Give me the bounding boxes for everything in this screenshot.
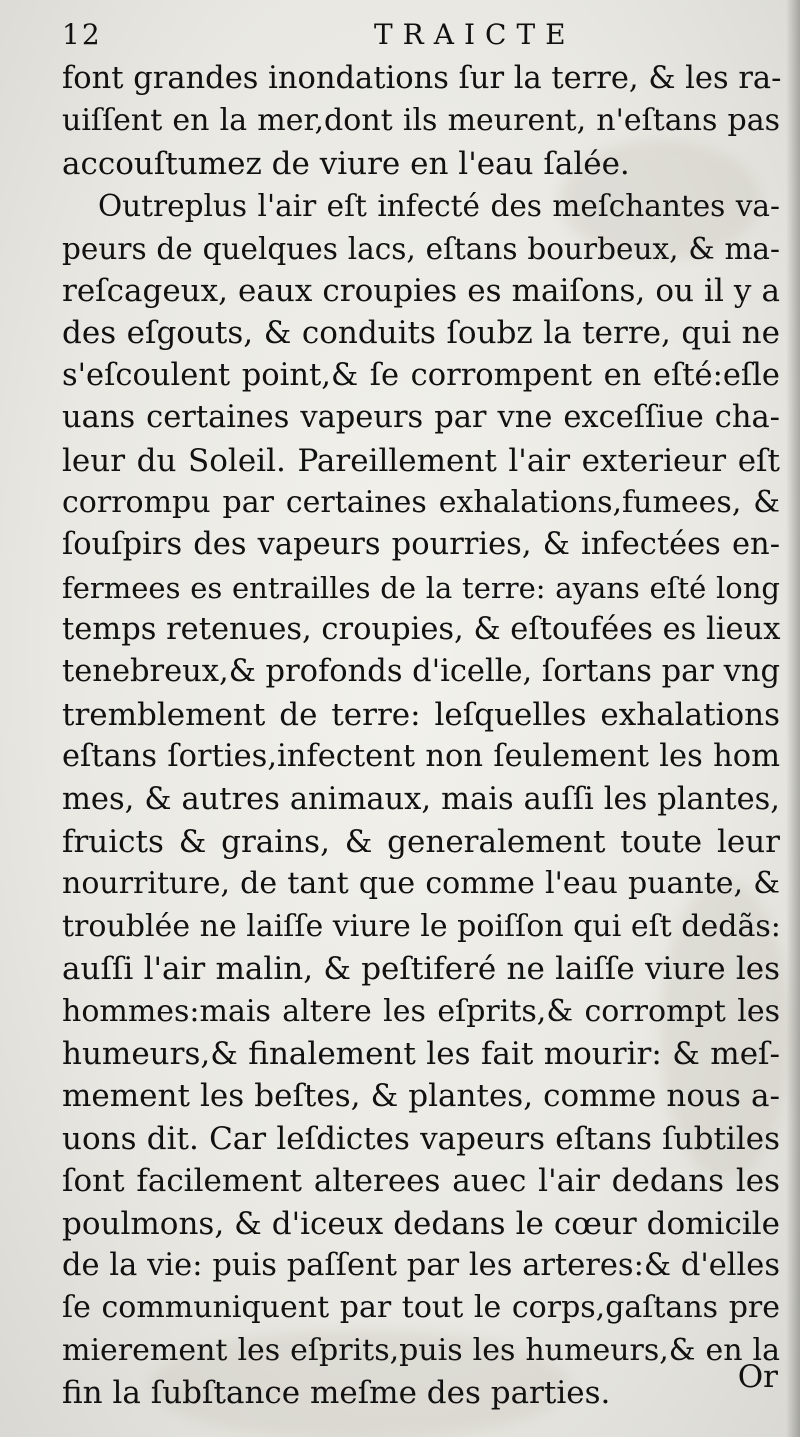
running-head (0, 14, 800, 54)
text-line: uiſſent en la mer,dont ils meurent, n'eſtans pas (62, 103, 780, 139)
catchword: Or (737, 1359, 778, 1395)
text-line: tremblement de terre: leſquelles exhalations (62, 696, 780, 733)
text-line: troublée ne laiſſe viure le poiſſon qui eſt dedãs: (62, 908, 781, 944)
text-line: de la vie: puis paſſent par les arteres:& d'elles (62, 1247, 780, 1283)
page-edge-shadow (786, 0, 800, 1437)
text-line: reſcageux, eaux croupies es maiſons, ou il y a (62, 272, 780, 309)
text-line: nourriture, de tant que comme l'eau puante, & (62, 866, 780, 902)
text-line: peurs de quelques lacs, eſtans bourbeux, & ma- (62, 231, 780, 266)
running-head-title: TRAICTE (374, 18, 576, 51)
text-line: s'eſcoulent point,& ſe corrompent en eſté:eſle (62, 357, 780, 393)
text-line: leur du Soleil. Pareillement l'air exterieur eſt (62, 442, 780, 479)
text-line: mement les beſtes, & plantes, comme nous a- (62, 1078, 780, 1115)
text-line: tenebreux,& profonds d'icelle, ſortans par vng (62, 654, 780, 690)
text-line: fin la ſubſtance meſme des parties. (62, 1375, 611, 1412)
page-number: 12 (62, 18, 102, 51)
text-line: humeurs,& finalement les fait mourir: & meſ- (62, 1035, 780, 1072)
text-line: auſſi l'air malin, & peſtiferé ne laiſſe viure les (62, 951, 780, 988)
text-line: uons dit. Car leſdictes vapeurs eſtans ſubtiles (62, 1120, 780, 1157)
body-text (62, 58, 780, 1415)
text-line: accouſtumez de viure en l'eau ſalée. (62, 145, 630, 182)
text-line: hommes:mais altere les eſprits,& corrompt les (62, 993, 780, 1029)
text-line: fruicts & grains, & generalement toute leur (62, 824, 780, 861)
text-line: font grandes inondations ſur la terre, & les ra- (62, 61, 782, 96)
text-line: temps retenues, croupies, & eſtoufées es lieux (62, 612, 781, 648)
text-line: uans certaines vapeurs par vne exceſſiue cha- (62, 400, 780, 436)
text-line: ſont facilement alterees auec l'air dedans les (62, 1163, 780, 1200)
text-line: Outreplus l'air eſt infecté des meſchantes va- (98, 189, 780, 224)
text-line: des eſgouts, & conduits ſoubz la terre, qui ne (62, 315, 780, 352)
text-line: ſe communiquent par tout le corps,gaſtans pre (62, 1290, 780, 1326)
text-line: mes, & autres animaux, mais auſſi les plantes, (62, 781, 780, 817)
text-line: poulmons, & d'iceux dedans le cœur domicile (62, 1205, 780, 1242)
text-line: ſouſpirs des vapeurs pourries, & infectées en- (62, 527, 780, 563)
text-line: fermees es entrailles de la terre: ayans eſté long (62, 570, 780, 605)
text-line: mierement les eſprits,puis les humeurs,& en la (62, 1332, 780, 1368)
text-line: corrompu par certaines exhalations,fumees, & (62, 484, 780, 520)
text-line: eſtans ſorties,infectent non ſeulement les hom (62, 739, 780, 775)
